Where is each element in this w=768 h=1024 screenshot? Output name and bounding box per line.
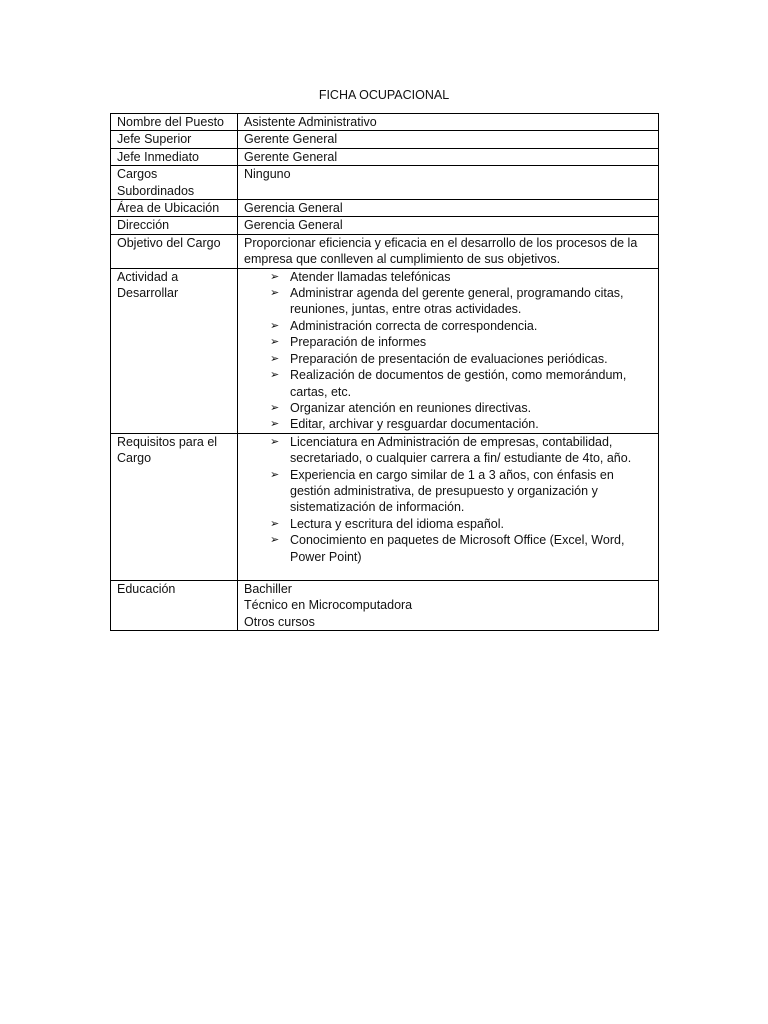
- requisitos-list: [244, 434, 654, 565]
- actividades-cell: [238, 268, 659, 433]
- row-value: Gerencia General: [238, 217, 659, 234]
- row-value: Asistente Administrativo: [238, 114, 659, 131]
- educacion-line: Bachiller: [244, 581, 292, 596]
- table-row: [111, 234, 659, 268]
- list-item: ➢ Administrar agenda del gerente general, programando citas, reuniones, juntas, entre otras actividades.: [270, 285, 654, 318]
- list-item: ➢ Licenciatura en Administración de empresas, contabilidad, secretariado, o cualquier carrera a fin/ estudiante de 4to, año.: [270, 434, 654, 467]
- row-label: Objetivo del Cargo: [111, 234, 238, 268]
- row-label: Área de Ubicación: [111, 200, 238, 217]
- actividades-list: [244, 269, 654, 433]
- table-row: [111, 131, 659, 148]
- list-item: ➢ Conocimiento en paquetes de Microsoft Office (Excel, Word, Power Point): [270, 532, 654, 565]
- document-title: FICHA OCUPACIONAL: [318, 88, 450, 102]
- table-row-educacion: [111, 580, 659, 630]
- row-label: Nombre del Puesto: [111, 114, 238, 131]
- row-value: Ninguno: [238, 166, 659, 200]
- educacion-line: Técnico en Microcomputadora: [244, 598, 413, 613]
- list-item: ➢ Atender llamadas telefónicas: [270, 269, 654, 285]
- row-value: Gerencia General: [238, 200, 659, 217]
- table-row-requisitos: [111, 433, 659, 580]
- list-item: ➢ Realización de documentos de gestión, como memorándum, cartas, etc.: [270, 367, 654, 400]
- list-item: ➢ Preparación de presentación de evaluaciones periódicas.: [270, 351, 654, 367]
- row-value: Proporcionar eficiencia y eficacia en el desarrollo de los procesos de la empresa que conlleven al cumplimiento de sus objetivos.: [238, 234, 659, 268]
- list-item: ➢ Experiencia en cargo similar de 1 a 3 años, con énfasis en gestión administrativa, de presupuesto y organización y sistematización de información.: [270, 467, 654, 516]
- row-label: Jefe Inmediato: [111, 148, 238, 165]
- row-label: Cargos Subordinados: [111, 166, 238, 200]
- actividades-label: Actividad a Desarrollar: [111, 268, 238, 433]
- educacion-line: Otros cursos: [244, 614, 315, 629]
- ficha-table: [110, 113, 659, 631]
- table-row: [111, 200, 659, 217]
- row-label: Jefe Superior: [111, 131, 238, 148]
- list-item: ➢ Administración correcta de correspondencia.: [270, 318, 654, 334]
- list-item: ➢ Organizar atención en reuniones directivas.: [270, 400, 654, 416]
- list-item: ➢ Lectura y escritura del idioma español.: [270, 516, 654, 532]
- row-label: Dirección: [111, 217, 238, 234]
- row-value: Gerente General: [238, 148, 659, 165]
- educacion-cell: [238, 580, 659, 630]
- table-row-actividades: [111, 268, 659, 433]
- list-item: ➢ Editar, archivar y resguardar documentación.: [270, 416, 654, 432]
- table-row: [111, 148, 659, 165]
- educacion-label: Educación: [111, 580, 238, 630]
- row-value: Gerente General: [238, 131, 659, 148]
- requisitos-cell: [238, 433, 659, 580]
- requisitos-label: Requisitos para el Cargo: [111, 433, 238, 580]
- list-item: ➢ Preparación de informes: [270, 334, 654, 350]
- table-row: [111, 114, 659, 131]
- table-row: [111, 166, 659, 200]
- table-row: [111, 217, 659, 234]
